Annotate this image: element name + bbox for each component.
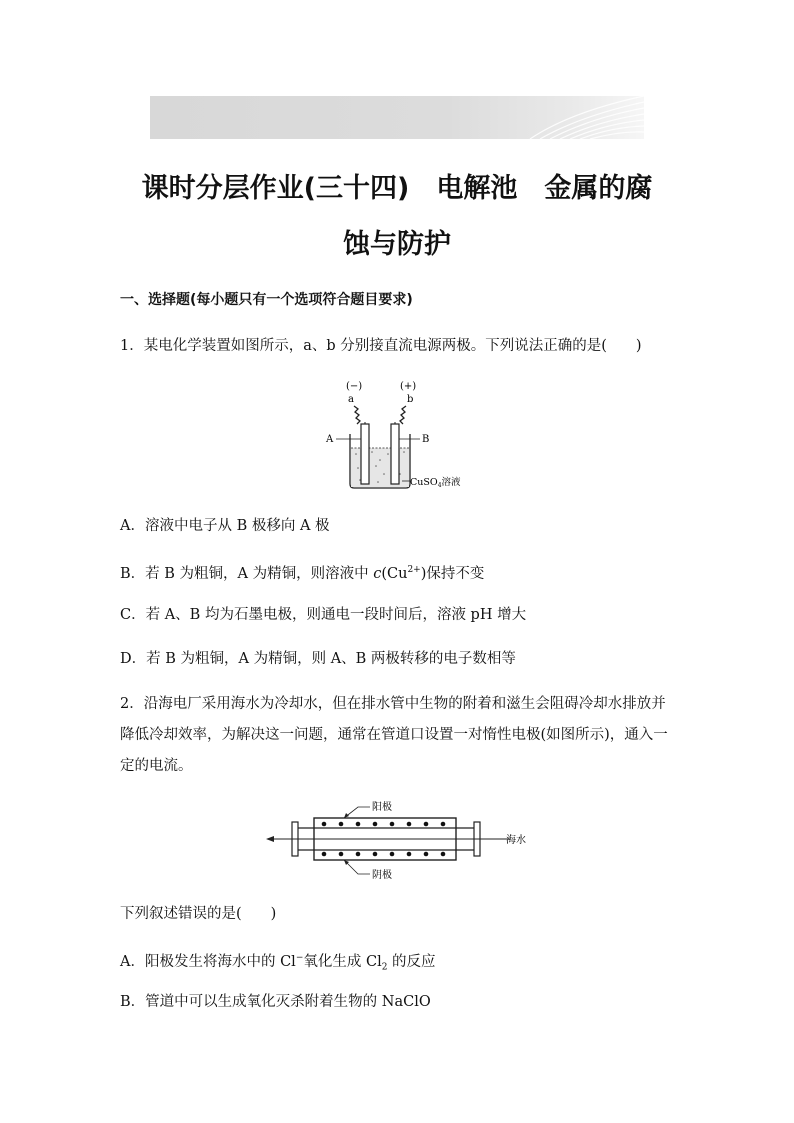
q2-stem: 2．沿海电厂采用海水为冷却水，但在排水管中生物的附着和滋生会阻碍冷却水排放并降低冷却效率，为解决这一问题，通常在管道口设置一对惰性电极(如图所示)，通入一定的电流。 <box>120 696 668 774</box>
q1-electrolysis-figure <box>320 376 480 496</box>
electrode-B <box>391 424 399 484</box>
wire-a <box>354 406 360 424</box>
page-title-line1: 课时分层作业(三十四) 电解池 金属的腐 <box>141 173 653 204</box>
section-heading: 一、选择题(每小题只有一个选项符合题目要求) <box>120 292 413 308</box>
anode-label: 阳极 <box>372 802 392 813</box>
electrode-A <box>361 424 369 484</box>
q1-stem: 1．某电化学装置如图所示，a、b 分别接直流电源两极。下列说法正确的是( ) <box>120 338 642 354</box>
flow-arrow <box>266 836 274 842</box>
wave-decoration <box>150 96 644 139</box>
q1-option-b: B．若 B 为粗铜，A 为精铜，则溶液中 $c(Cu^{2+})$保持不变 <box>120 565 485 582</box>
header-banner <box>150 96 644 139</box>
page-title-line2: 蚀与防护 <box>343 229 451 260</box>
B-label: B <box>422 434 430 445</box>
neg-terminal-label: (−) <box>346 381 363 392</box>
wire-b <box>400 406 406 424</box>
q2-option-b: B．管道中可以生成氧化灭杀附着生物的 NaClO <box>120 994 431 1010</box>
q1-option-d: D．若 B 为粗铜，A 为精铜，则 A、B 两极转移的电子数相等 <box>120 651 516 667</box>
cathode-label: 阴极 <box>372 870 392 881</box>
q2-lead: 下列叙述错误的是( ) <box>120 906 277 922</box>
a-label: a <box>348 394 354 405</box>
q2-pipe-figure <box>262 798 542 886</box>
solution <box>351 448 409 487</box>
solution-label: CuSO$_4$溶液 <box>410 477 461 489</box>
A-label: A <box>326 434 334 445</box>
seawater-label: 海水 <box>506 835 526 846</box>
cathode-dots <box>322 852 446 857</box>
anode-dots <box>322 822 446 827</box>
b-label: b <box>407 394 414 405</box>
pos-terminal-label: (+) <box>400 381 417 392</box>
q1-option-c: C．若 A、B 均为石墨电极，则通电一段时间后，溶液 pH 增大 <box>120 607 527 623</box>
q2-option-a: A．阳极发生将海水中的 Cl−氧化生成 $Cl_2$ 的反应 <box>120 953 436 973</box>
q1-option-a: A．溶液中电子从 B 极移向 A 极 <box>120 518 330 534</box>
